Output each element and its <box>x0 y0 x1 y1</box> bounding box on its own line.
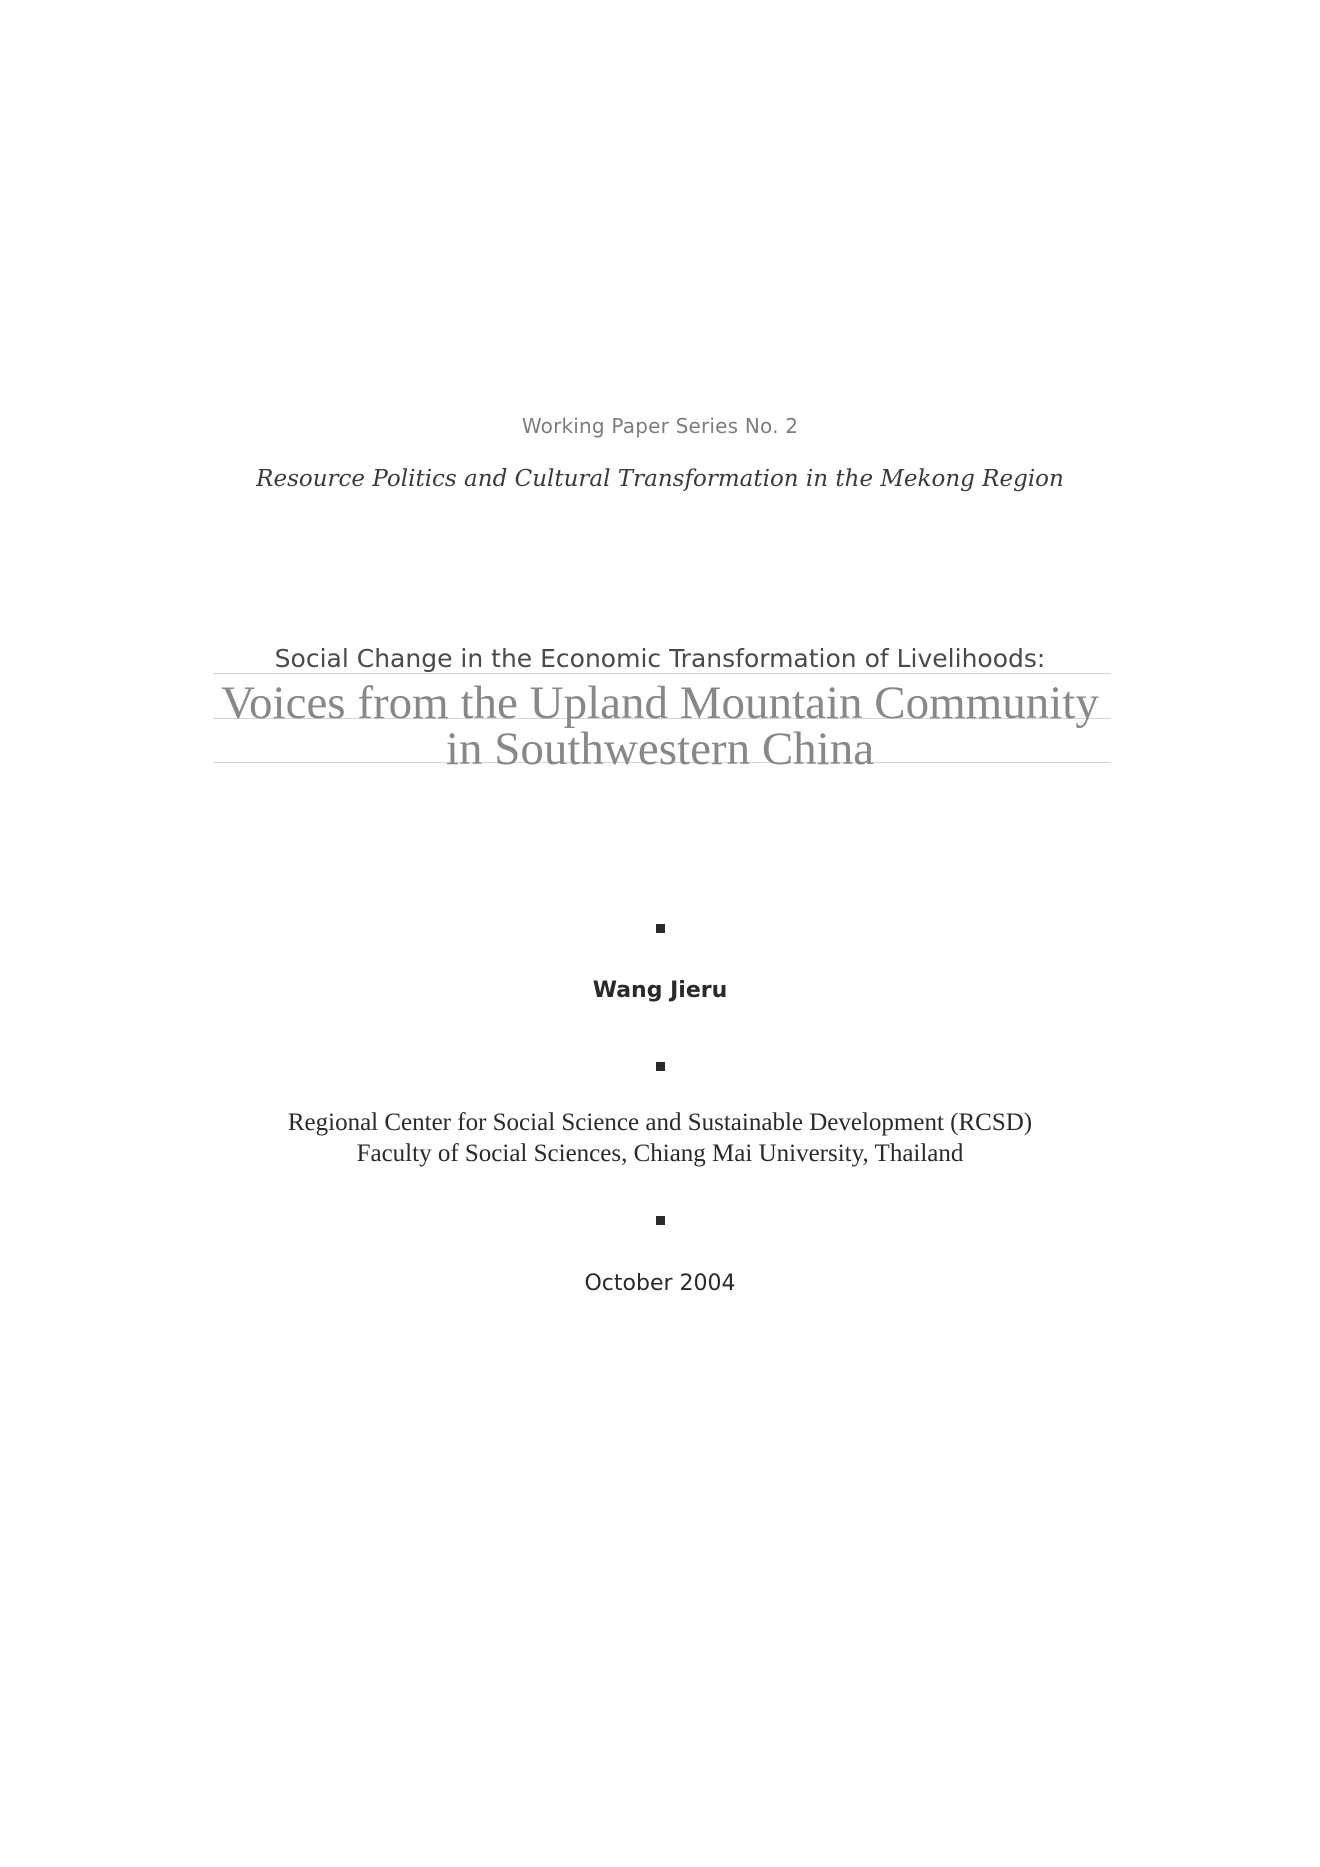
title-line-1: Social Change in the Economic Transformation of Livelihoods: <box>274 644 1046 673</box>
square-bullet-icon <box>656 1216 665 1225</box>
author-name: Wang Jieru <box>592 978 728 1003</box>
title-line-2: Voices from the Upland Mountain Community <box>221 677 1099 729</box>
publication-date: October 2004 <box>584 1271 736 1296</box>
title-rule-top <box>213 673 1111 674</box>
square-bullet-icon <box>656 1062 665 1071</box>
series-subtitle: Resource Politics and Cultural Transformation in the Mekong Region <box>256 466 1064 492</box>
institution-line-2: Faculty of Social Sciences, Chiang Mai University, Thailand <box>356 1140 964 1167</box>
institution-line-1: Regional Center for Social Science and Sustainable Development (RCSD) <box>287 1109 1033 1136</box>
square-bullet-icon <box>656 924 665 933</box>
series-label: Working Paper Series No. 2 <box>521 414 799 438</box>
title-line-3: in Southwestern China <box>445 723 875 775</box>
